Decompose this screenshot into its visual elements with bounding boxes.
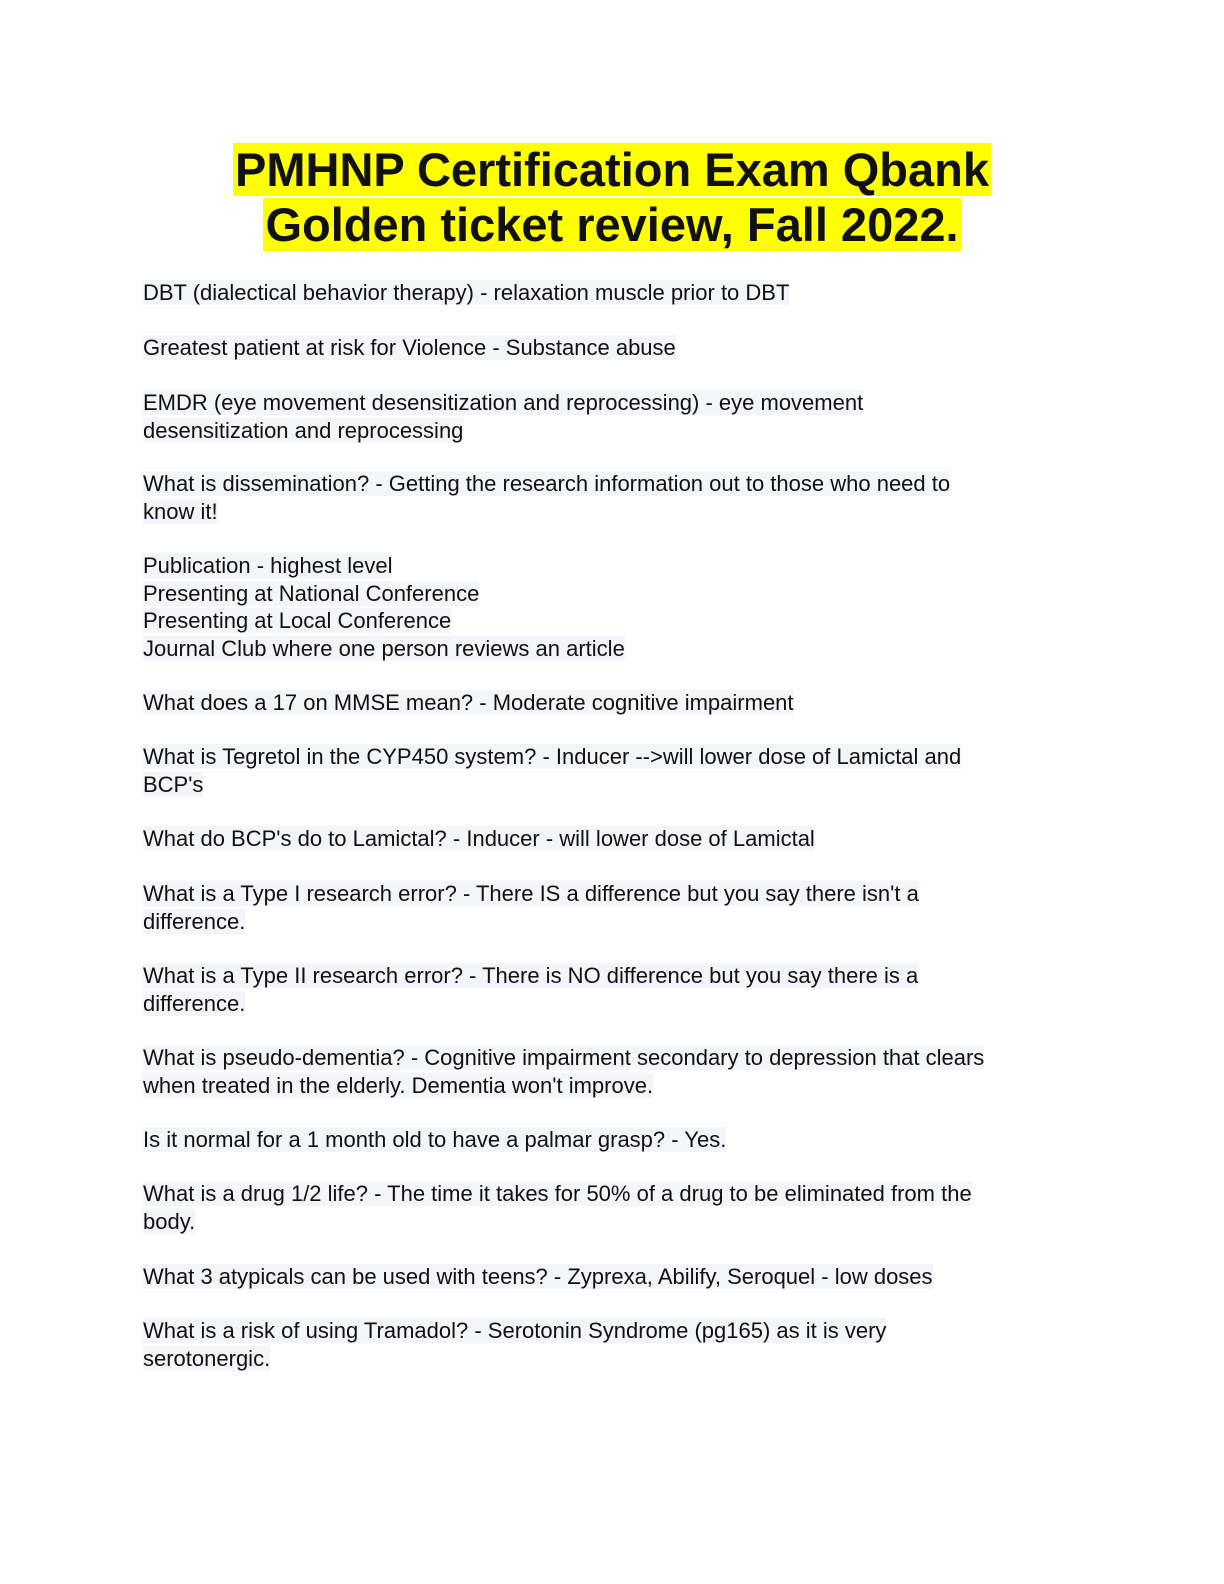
qa-paragraph xyxy=(143,880,919,935)
text-line-content: DBT (dialectical behavior therapy) - relaxation muscle prior to DBT xyxy=(143,280,790,305)
text-line-content: What is a Type II research error? - There is NO difference but you say there is a xyxy=(143,963,919,988)
text-line-content: serotonergic. xyxy=(143,1345,271,1371)
text-line-content: What is dissemination? - Getting the research information out to those who need to xyxy=(143,471,951,496)
qa-paragraph xyxy=(143,470,950,525)
qa-paragraph xyxy=(143,962,918,1017)
text-line xyxy=(143,498,950,526)
text-line xyxy=(143,607,625,635)
text-line-content: Publication - highest level xyxy=(143,553,393,578)
text-line-content: What is a risk of using Tramadol? - Serotonin Syndrome (pg165) as it is very xyxy=(143,1318,887,1343)
text-line xyxy=(143,552,625,580)
text-line xyxy=(143,962,918,990)
text-line xyxy=(143,1072,984,1100)
document-title xyxy=(0,142,1224,252)
text-line-content: Is it normal for a 1 month old to have a palmar grasp? - Yes. xyxy=(143,1127,727,1152)
text-line xyxy=(143,880,919,908)
text-line xyxy=(143,689,794,717)
title-line-1: PMHNP Certification Exam Qbank xyxy=(235,143,989,196)
text-line-content: body. xyxy=(143,1208,196,1234)
text-line xyxy=(143,908,919,936)
qa-paragraph xyxy=(143,334,676,362)
text-line xyxy=(143,635,625,663)
text-line xyxy=(143,990,918,1018)
text-line xyxy=(143,1208,972,1236)
qa-paragraph xyxy=(143,825,815,853)
qa-paragraph xyxy=(143,552,625,662)
text-line xyxy=(143,417,863,445)
text-line-content: Presenting at Local Conference xyxy=(143,608,452,633)
text-line-content: What do BCP's do to Lamictal? - Inducer - will lower dose of Lamictal xyxy=(143,826,815,851)
qa-paragraph xyxy=(143,1126,726,1154)
qa-paragraph xyxy=(143,1180,972,1235)
text-line-content: EMDR (eye movement desensitization and reprocessing) - eye movement xyxy=(143,390,864,415)
text-line xyxy=(143,1180,972,1208)
text-line-content: when treated in the elderly. Dementia won't improve. xyxy=(143,1072,654,1098)
title-line-2: Golden ticket review, Fall 2022. xyxy=(265,198,959,251)
qa-paragraph xyxy=(143,1044,984,1099)
text-line xyxy=(143,1317,886,1345)
text-line xyxy=(143,1126,726,1154)
text-line xyxy=(143,1345,886,1373)
text-line xyxy=(143,743,961,771)
text-line xyxy=(143,334,676,362)
text-line-content: What is a Type I research error? - There IS a difference but you say there isn't a xyxy=(143,881,919,906)
text-line xyxy=(143,580,625,608)
text-line-content: desensitization and reprocessing xyxy=(143,417,464,443)
text-line-content: What is Tegretol in the CYP450 system? - Inducer -->will lower dose of Lamictal and xyxy=(143,744,962,769)
text-line xyxy=(143,470,950,498)
text-line-content: Journal Club where one person reviews an article xyxy=(143,635,625,661)
text-line xyxy=(143,771,961,799)
text-line-content: Greatest patient at risk for Violence - Substance abuse xyxy=(143,335,676,360)
text-line xyxy=(143,825,815,853)
qa-paragraph xyxy=(143,1263,933,1291)
text-line-content: What does a 17 on MMSE mean? - Moderate cognitive impairment xyxy=(143,690,794,715)
text-line-content: What is a drug 1/2 life? - The time it takes for 50% of a drug to be eliminated from the xyxy=(143,1181,972,1206)
text-line xyxy=(143,1263,933,1291)
text-line xyxy=(143,389,863,417)
qa-paragraph xyxy=(143,389,863,444)
text-line-content: difference. xyxy=(143,908,246,934)
text-line-content: What 3 atypicals can be used with teens? - Zyprexa, Abilify, Seroquel - low doses xyxy=(143,1264,933,1289)
text-line xyxy=(143,1044,984,1072)
text-line-content: BCP's xyxy=(143,771,204,797)
text-line-content: What is pseudo-dementia? - Cognitive impairment secondary to depression that clears xyxy=(143,1045,985,1070)
qa-paragraph xyxy=(143,743,961,798)
text-line xyxy=(143,279,789,307)
qa-paragraph xyxy=(143,279,789,307)
qa-paragraph xyxy=(143,689,794,717)
text-line-content: know it! xyxy=(143,498,218,524)
text-line-content: difference. xyxy=(143,990,246,1016)
qa-paragraph xyxy=(143,1317,886,1372)
text-line-content: Presenting at National Conference xyxy=(143,580,480,606)
